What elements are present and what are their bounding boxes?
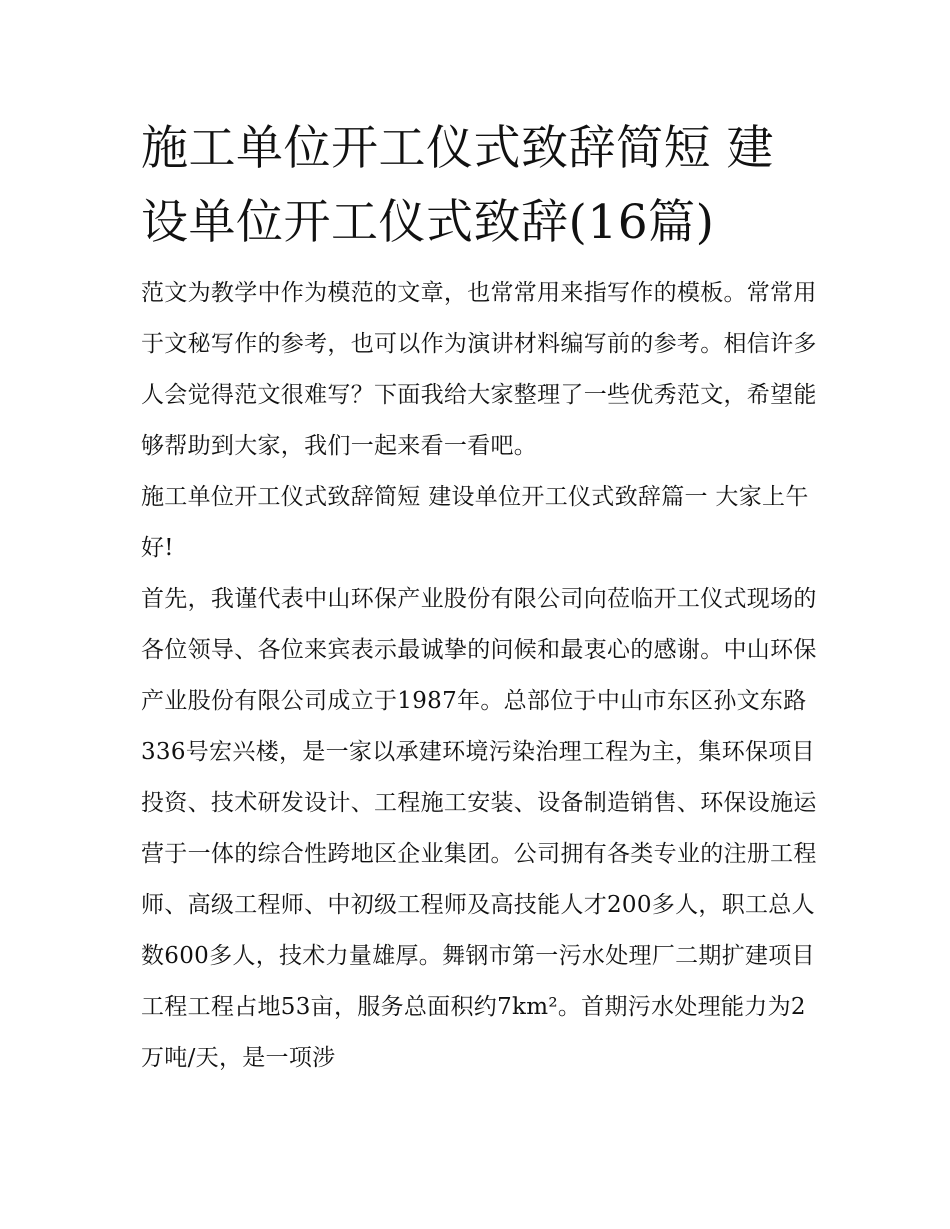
document-body [141, 112, 821, 1084]
intro-paragraph: 范文为教学中作为模范的文章，也常常用来指写作的模板。常常用于文秘写作的参考，也可以作为演讲材料编写前的参考。相信许多人会觉得范文很难写？下面我给大家整理了一些优秀范文，希望能够帮助到大家，我们一起来看一看吧。 [141, 280, 817, 459]
body-paragraph: 首先，我谨代表中山环保产业股份有限公司向莅临开工仪式现场的各位领导、各位来宾表示最诚挚的问候和最衷心的感谢。中山环保产业股份有限公司成立于1987年。总部位于中山市东区孙文东路336号宏兴楼，是一家以承建环境污染治理工程为主，集环保项目投资、技术研发设计、工程施工安装、设备制造销售、环保设施运营于一体的综合性跨地区企业集团。公司拥有各类专业的注册工程师、高级工程师、中初级工程师及高技能人才200多人，职工总人数600多人，技术力量雄厚。舞钢市第一污水处理厂二期扩建项目工程工程占地53亩，服务总面积约7km²。首期污水处理能力为2万吨/天，是一项涉 [141, 586, 817, 1071]
section-heading-paragraph: 施工单位开工仪式致辞简短 建设单位开工仪式致辞篇一 大家上午好! [141, 484, 809, 561]
document-title: 施工单位开工仪式致辞简短 建设单位开工仪式致辞(16篇) [141, 121, 774, 250]
